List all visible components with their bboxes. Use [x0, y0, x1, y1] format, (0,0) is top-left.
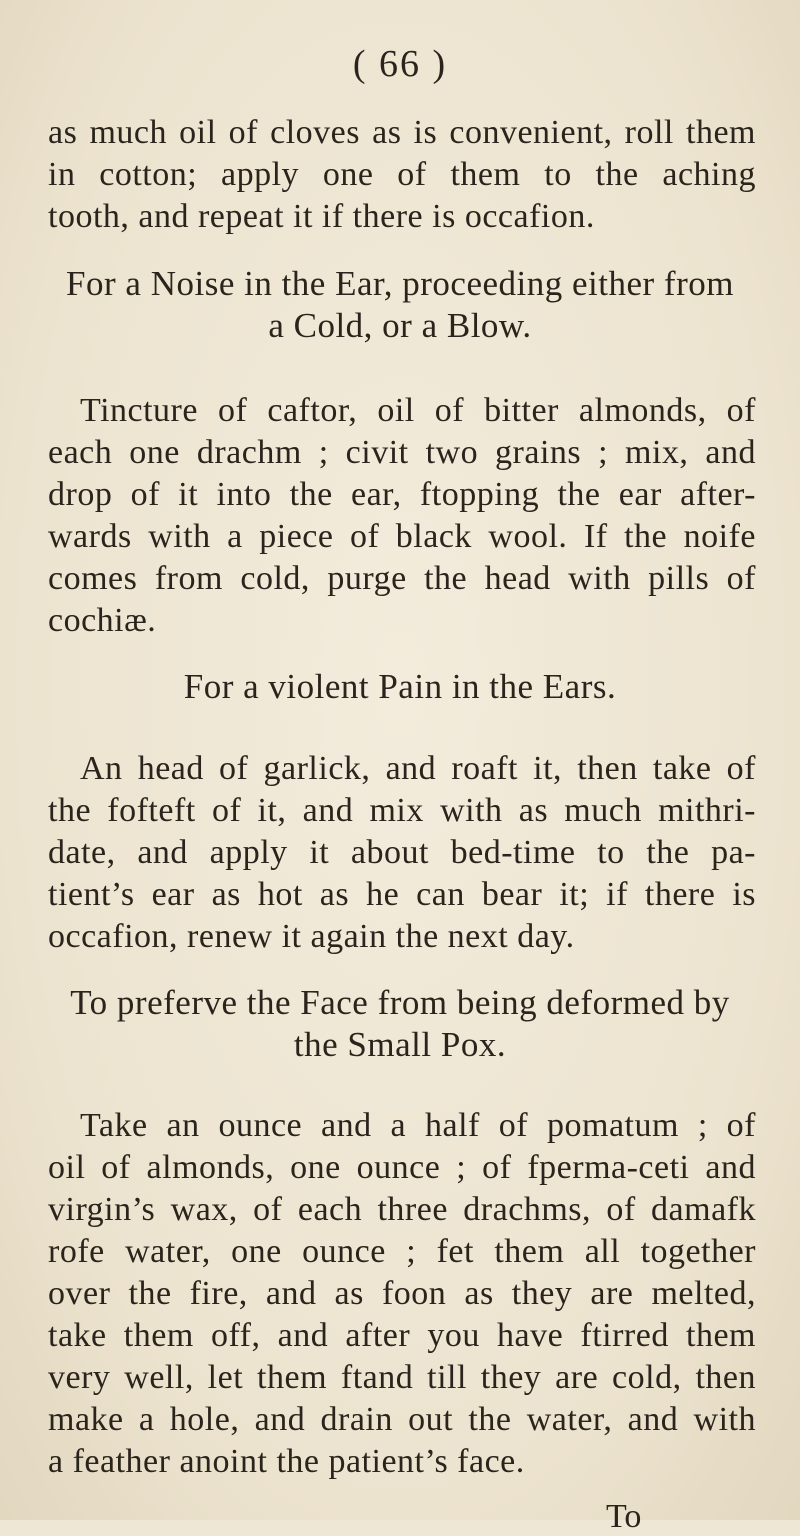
text-line: tooth, and repeat it if there is occafion. [48, 198, 595, 235]
text-line: the fofteft of it, and mix with as much mithri- [48, 792, 756, 829]
text-line: wards with a piece of black wool. If the noife [48, 518, 756, 555]
page-number: ( 66 ) [352, 43, 448, 85]
text-line: cochiæ. [48, 602, 157, 639]
catchword: To [606, 1498, 642, 1535]
text-line: An head of garlick, and roaft it, then take of [80, 750, 756, 787]
text-line: in cotton; apply one of them to the aching [48, 156, 756, 193]
section-heading: For a Noise in the Ear, proceeding either from [66, 264, 734, 303]
text-line: take them off, and after you have ftirred them [48, 1317, 756, 1354]
section-heading: For a violent Pain in the Ears. [183, 667, 617, 706]
text-line: a feather anoint the patient’s face. [48, 1443, 525, 1480]
text-line: very well, let them ftand till they are cold, then [48, 1359, 756, 1396]
text-line: tient’s ear as hot as he can bear it; if there is [48, 876, 756, 913]
text-line: each one drachm ; civit two grains ; mix, and [48, 434, 756, 471]
text-line: oil of almonds, one ounce ; of fperma-ceti and [48, 1149, 756, 1186]
text-line: drop of it into the ear, ftopping the ear after- [48, 476, 756, 513]
text-line: Take an ounce and a half of pomatum ; of [80, 1107, 756, 1144]
text-line: comes from cold, purge the head with pills of [48, 560, 756, 597]
text-line: occafion, renew it again the next day. [48, 918, 575, 955]
text-line: as much oil of cloves as is convenient, roll them [48, 114, 756, 151]
text-line: rofe water, one ounce ; fet them all together [48, 1233, 756, 1270]
text-line: date, and apply it about bed-time to the pa- [48, 834, 756, 871]
text-line: virgin’s wax, of each three drachms, of damafk [48, 1191, 756, 1228]
text-line: Tincture of caftor, oil of bitter almonds, of [80, 392, 756, 429]
section-heading: a Cold, or a Blow. [268, 306, 532, 345]
section-heading: the Small Pox. [293, 1025, 507, 1064]
text-line: over the fire, and as foon as they are melted, [48, 1275, 756, 1312]
text-line: make a hole, and drain out the water, and with [48, 1401, 756, 1438]
section-heading: To preferve the Face from being deformed by [70, 983, 730, 1022]
